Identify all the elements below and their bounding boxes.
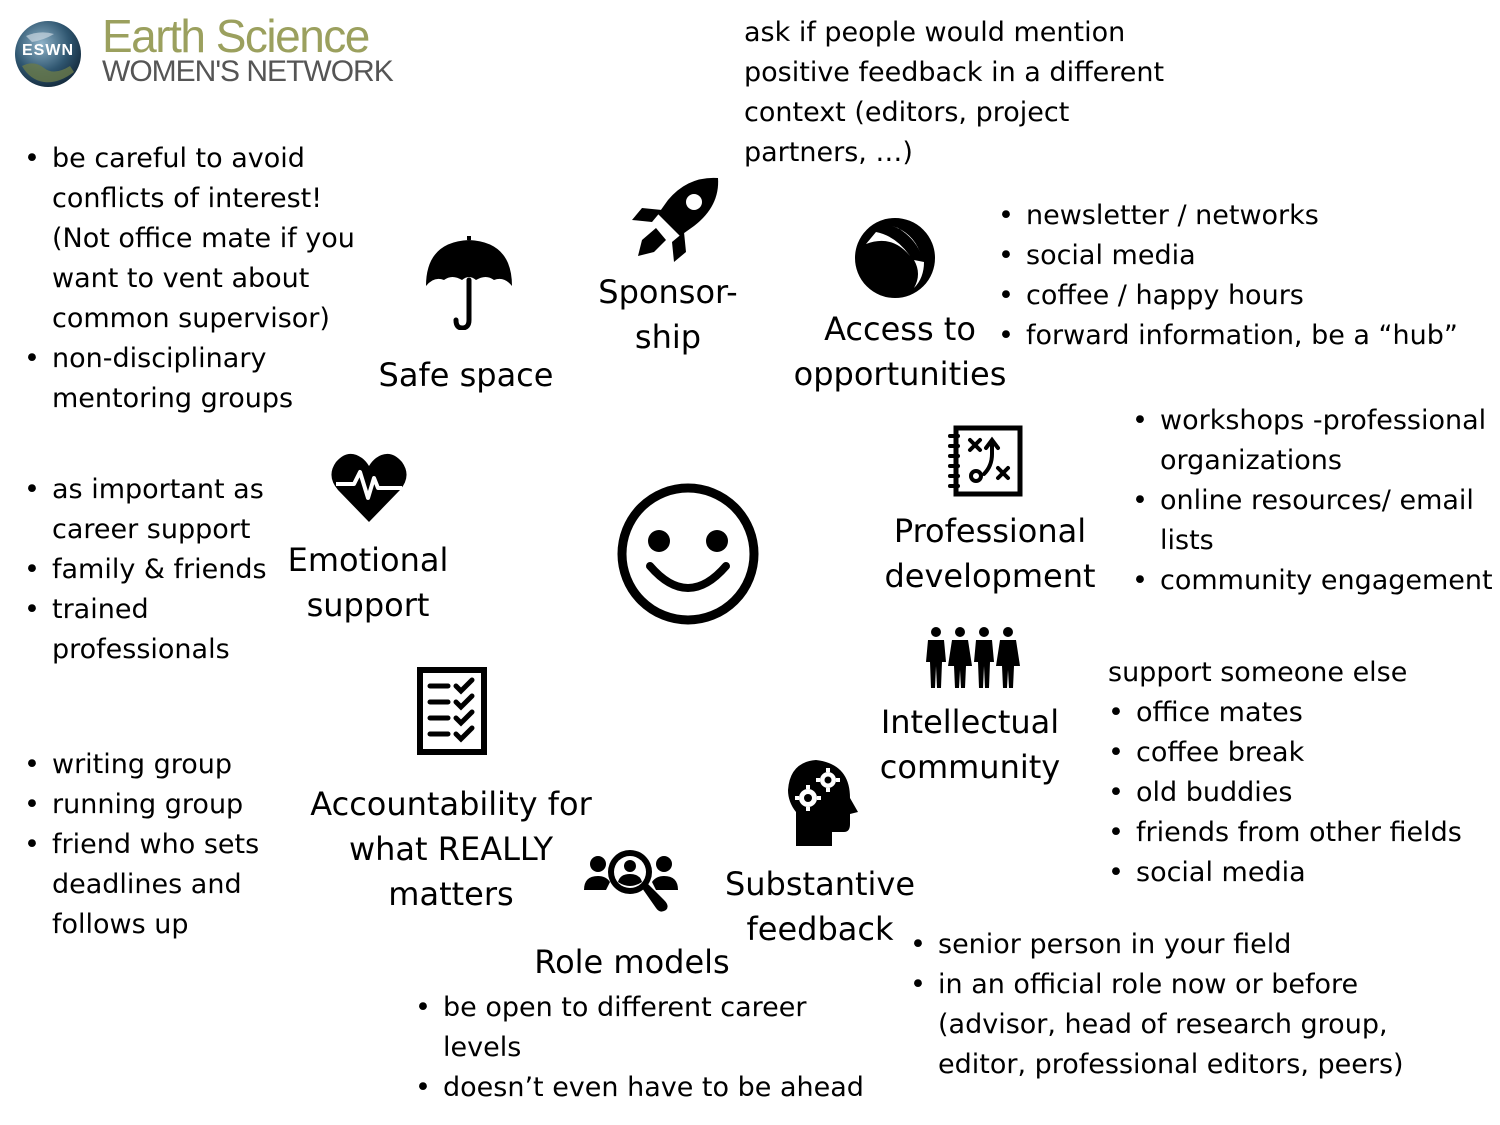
heart-pulse-icon (330, 450, 408, 524)
list-item: • social media (998, 236, 1458, 276)
strategy-board-icon (948, 424, 1024, 498)
head-gears-icon (786, 758, 862, 848)
intellectual-notes (1108, 693, 1462, 893)
sponsorship-note: ask if people would mention positive feedback in a different context (editors, project partners, …) (744, 17, 1165, 168)
list-item: • senior person in your field (910, 925, 1404, 965)
list-item: • be open to different career levels (415, 988, 864, 1068)
smiley-face-icon (616, 482, 760, 626)
intellectual-heading: support someone else (1108, 657, 1408, 688)
list-item: • non-disciplinary mentoring groups (24, 339, 355, 419)
list-item: • forward information, be a “hub” (998, 316, 1458, 356)
list-item: • workshops -professional organizations (1132, 401, 1493, 481)
emotional-notes (24, 470, 267, 670)
accountability-notes (24, 745, 259, 945)
logo-subtitle: WOMEN'S NETWORK (102, 55, 393, 88)
rocket-icon (628, 174, 722, 264)
list-item: • friend who sets deadlines and follows up (24, 825, 259, 945)
list-item: • as important as career support (24, 470, 267, 550)
eswn-logo-globe (14, 20, 82, 88)
list-item: • doesn’t even have to be ahead (415, 1068, 864, 1108)
logo-title: Earth Science (102, 10, 369, 62)
professional-label: Professional development (884, 512, 1096, 595)
logo-globe-text: ESWN (22, 42, 74, 59)
list-item: • in an official role now or before (advisor, head of research group, editor, professional editors, peers) (910, 965, 1404, 1085)
role-models-label: Role models (534, 943, 730, 981)
list-item: • family & friends (24, 550, 267, 590)
safe-space-notes (24, 139, 355, 419)
accountability-label: Accountability for what REALLY matters (310, 785, 592, 913)
list-item: • office mates (1108, 693, 1462, 733)
list-item: • newsletter / networks (998, 196, 1458, 236)
safe-space-label: Safe space (378, 356, 554, 394)
list-item: • community engagement (1132, 561, 1493, 601)
substantive-label: Substantive feedback (724, 865, 916, 948)
umbrella-icon (424, 236, 514, 330)
intellectual-label: Intellectual community (879, 703, 1061, 786)
list-item: • running group (24, 785, 259, 825)
emotional-label: Emotional support (287, 541, 449, 624)
checklist-icon (416, 666, 488, 756)
list-item: • online resources/ email lists (1132, 481, 1493, 561)
people-search-icon (584, 846, 678, 916)
list-item: • social media (1108, 853, 1462, 893)
list-item: • old buddies (1108, 773, 1462, 813)
sponsorship-label: Sponsor- ship (598, 273, 738, 356)
list-item: • writing group (24, 745, 259, 785)
substantive-notes (910, 925, 1404, 1085)
access-notes (998, 196, 1458, 356)
professional-notes (1132, 401, 1493, 601)
list-item: • friends from other fields (1108, 813, 1462, 853)
list-item: • coffee / happy hours (998, 276, 1458, 316)
access-label: Access to opportunities (793, 310, 1007, 393)
list-item: • coffee break (1108, 733, 1462, 773)
role-models-notes (415, 988, 864, 1108)
people-group-icon (924, 626, 1020, 690)
list-item: • trained professionals (24, 590, 267, 670)
list-item: • be careful to avoid conflicts of interest! (Not office mate if you want to vent about common supervisor) (24, 139, 355, 339)
beach-ball-icon (852, 216, 938, 300)
